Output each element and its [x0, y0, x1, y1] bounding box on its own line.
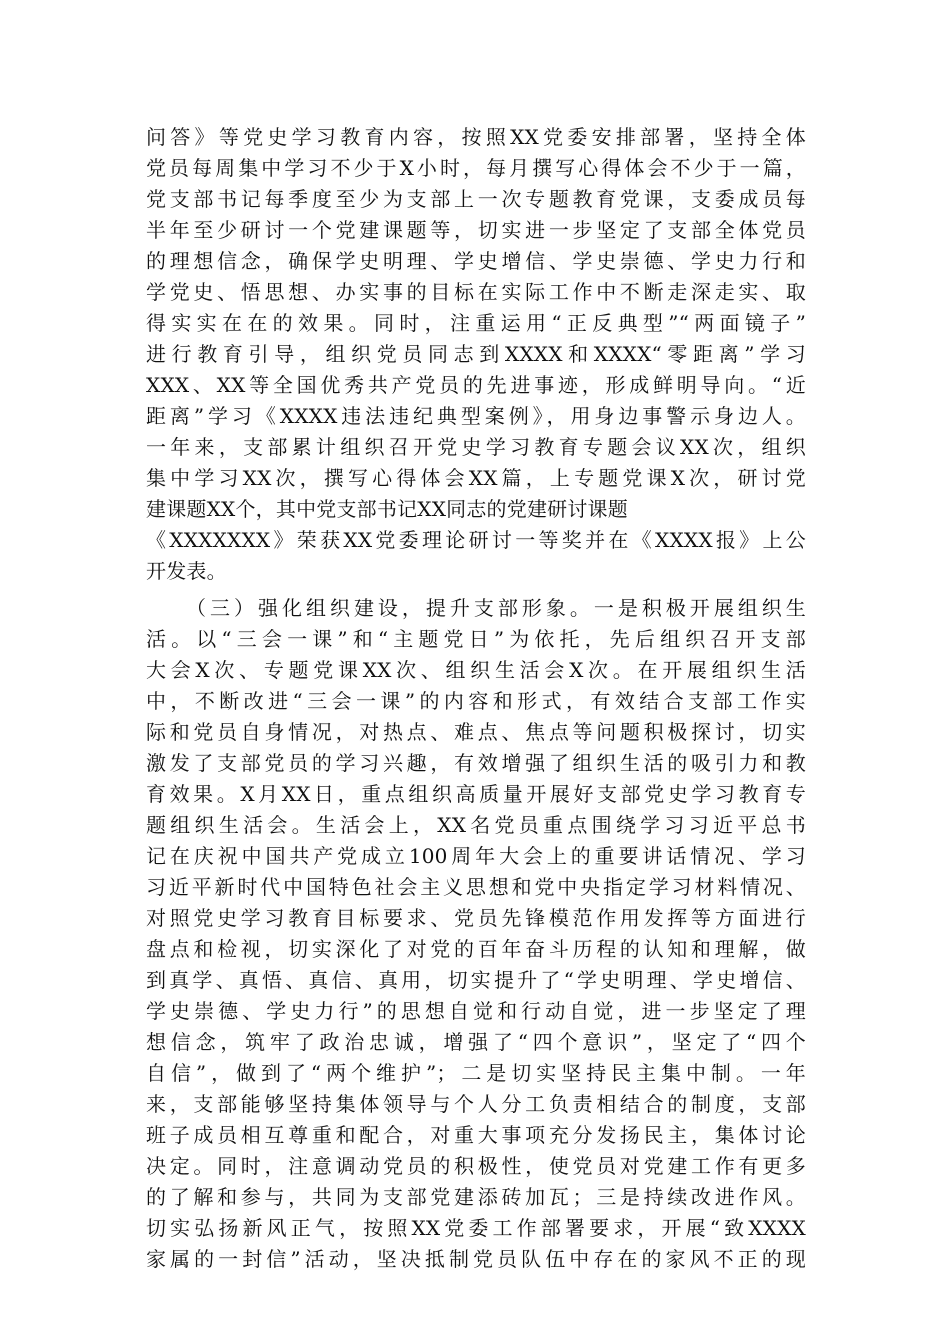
text-line: 问答》等党史学习教育内容，按照XX党委安排部署，坚持全体 [146, 125, 806, 149]
text-line: 想信念，筑牢了政治忠诚，增强了“四个意识”，坚定了“四个 [146, 1030, 806, 1054]
text-line: 党员每周集中学习不少于X小时，每月撰写心得体会不少于一篇， [146, 156, 806, 180]
paragraph-2 [146, 593, 806, 1275]
text-line: 决定。同时，注意调动党员的积极性，使党员对党建工作有更多 [146, 1154, 806, 1178]
text-line: 切实弘扬新风正气，按照XX党委工作部署要求，开展“致XXXX [146, 1216, 806, 1240]
text-line: 距离”学习《XXXX违法违纪典型案例》，用身边事警示身边人。 [146, 404, 806, 428]
text-line: 来，支部能够坚持集体领导与个人分工负责相结合的制度，支部 [146, 1092, 806, 1116]
text-line: 党支部书记每季度至少为支部上一次专题教育党课，支委成员每 [146, 187, 806, 211]
text-line: 题组织生活会。生活会上，XX名党员重点围绕学习习近平总书 [146, 813, 806, 837]
text-line: 《XXXXXXX》荣获XX党委理论研讨一等奖并在《XXXX报》上公 [146, 528, 806, 552]
text-line: 习近平新时代中国特色社会主义思想和党中央指定学习材料情况、 [146, 875, 806, 899]
text-line: 对照党史学习教育目标要求、党员先锋模范作用发挥等方面进行 [146, 906, 806, 930]
text-line: 际和党员自身情况，对热点、难点、焦点等问题积极探讨，切实 [146, 720, 806, 744]
text-line: 的了解和参与，共同为支部党建添砖加瓦；三是持续改进作风。 [146, 1185, 806, 1209]
text-line: 到真学、真悟、真信、真用，切实提升了“学史明理、学史增信、 [146, 968, 806, 992]
paragraph-1 [146, 122, 806, 587]
text-line: 学史崇德、学史力行”的思想自觉和行动自觉，进一步坚定了理 [146, 999, 806, 1023]
text-line: （三）强化组织建设，提升支部形象。一是积极开展组织生 [186, 596, 806, 620]
text-line: 半年至少研讨一个党建课题等，切实进一步坚定了支部全体党员 [146, 218, 806, 242]
text-line: 一年来，支部累计组织召开党史学习教育专题会议XX次，组织 [146, 435, 806, 459]
text-line: 集中学习XX次，撰写心得体会XX篇，上专题党课X次，研讨党 [146, 466, 806, 490]
text-line: 记在庆祝中国共产党成立100周年大会上的重要讲话情况、学习 [146, 844, 806, 868]
text-line: 建课题XX个，其中党支部书记XX同志的党建研讨课题 [146, 497, 628, 521]
text-line: 激发了支部党员的学习兴趣，有效增强了组织生活的吸引力和教 [146, 751, 806, 775]
text-line: 中，不断改进“三会一课”的内容和形式，有效结合支部工作实 [146, 689, 806, 713]
text-line: 活。以“三会一课”和“主题党日”为依托，先后组织召开支部 [146, 627, 806, 651]
text-line: 学党史、悟思想、办实事的目标在实际工作中不断走深走实、取 [146, 280, 806, 304]
text-line: 盘点和检视，切实深化了对党的百年奋斗历程的认知和理解，做 [146, 937, 806, 961]
text-line: XXX、XX等全国优秀共产党员的先进事迹，形成鲜明导向。“近 [146, 373, 806, 397]
text-line: 家属的一封信”活动，坚决抵制党员队伍中存在的家风不正的现 [146, 1247, 806, 1271]
document-body [146, 122, 806, 1275]
text-line: 得实实在在的效果。同时，注重运用“正反典型”“两面镜子” [146, 311, 806, 335]
text-line: 育效果。X月XX日，重点组织高质量开展好支部党史学习教育专 [146, 782, 806, 806]
text-line: 开发表。 [146, 559, 227, 583]
text-line: 自信”，做到了“两个维护”；二是切实坚持民主集中制。一年 [146, 1061, 806, 1085]
text-line: 进行教育引导，组织党员同志到XXXX和XXXX“零距离”学习 [146, 342, 806, 366]
text-line: 的理想信念，确保学史明理、学史增信、学史崇德、学史力行和 [146, 249, 806, 273]
text-line: 大会X次、专题党课XX次、组织生活会X次。在开展组织生活 [146, 658, 806, 682]
text-line: 班子成员相互尊重和配合，对重大事项充分发扬民主，集体讨论 [146, 1123, 806, 1147]
